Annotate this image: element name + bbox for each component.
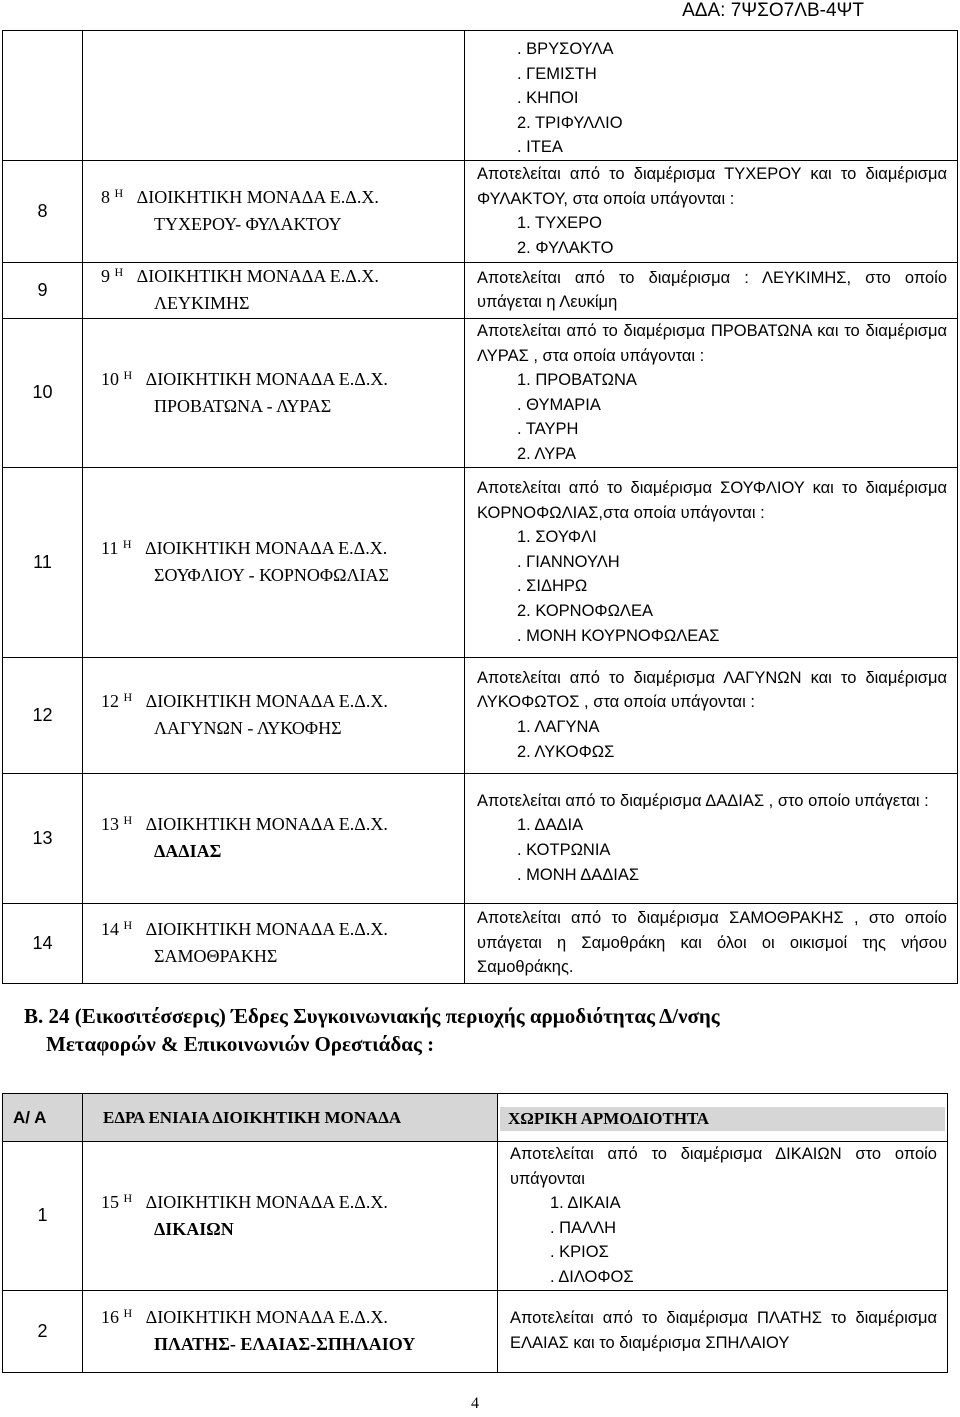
section-heading: Β. 24 (Εικοσιτέσσερις) Έδρες Συγκοινωνιακής περιοχής αρμοδιότητας Δ/νσης Μεταφορών & Επικοινωνιών Ορεστιάδας : [24, 1004, 720, 1056]
list-item: . ΜΟΝΗ ΔΑΔΙΑΣ [517, 865, 640, 884]
row-number: 10 [3, 318, 83, 467]
table-row [3, 467, 958, 657]
row-number: 12 [3, 657, 83, 773]
row-number: 9 [3, 262, 83, 318]
list-item: 1. ΔΙΚΑΙΑ [550, 1194, 621, 1213]
unit-description: Αποτελείται από το διαμέρισμα ΤΥΧΕΡΟΥ και το διαμέρισμα ΦΥΛΑΚΤΟΥ, στα οποία υπάγονται : 1. ΤΥΧΕΡΟ 2. ΦΥΛΑΚΤΟ [465, 160, 958, 262]
unit-description: Αποτελείται από το διαμέρισμα ΣΑΜΟΘΡΑΚΗΣ , στο οποίο υπάγεται η Σαμοθράκη και όλοι οι οικισμοί της νήσου Σαμοθράκης. [465, 903, 958, 983]
list-item: 1. ΛΑΓΥΝΑ [517, 718, 600, 737]
unit-name: 16 $^H$ ΔΙΟΙΚΗΤΙΚΗ ΜΟΝΑΔΑ Ε.Δ.Χ. ΠΛΑΤΗΣ- ΕΛΑΙΑΣ-ΣΠΗΛΑΙΟΥ [83, 1290, 498, 1372]
list-item: . ΓΕΜΙΣΤΗ [517, 64, 597, 83]
header-unit: ΕΔΡΑ ΕΝΙΑΙΑ ΔΙΟΙΚΗΤΙΚΗ ΜΟΝΑΔΑ [83, 1094, 498, 1142]
list-item: 1. ΔΑΔΙΑ [517, 816, 584, 835]
list-item: . ΠΑΛΛΗ [550, 1218, 617, 1237]
unit-description: Αποτελείται από το διαμέρισμα ΣΟΥΦΛΙΟΥ και το διαμέρισμα ΚΟΡΝΟΦΩΛΙΑΣ,στα οποία υπάγονται : 1. ΣΟΥΦΛΙ . ΓΙΑΝΝΟΥΛΗ . ΣΙΔΗΡΩ 2. ΚΟΡΝΟΦΩΛΕΑ . ΜΟΝΗ ΚΟΥΡΝΟΦΩΛΕΑΣ [465, 467, 958, 657]
row-number: 2 [3, 1290, 83, 1372]
table-row [3, 262, 958, 318]
table-row [3, 1290, 948, 1372]
unit-name: 15 $^H$ ΔΙΟΙΚΗΤΙΚΗ ΜΟΝΑΔΑ Ε.Δ.Χ. ΔΙΚΑΙΩΝ [83, 1142, 498, 1291]
page-number: 4 [471, 1395, 479, 1412]
row-number: 11 [3, 467, 83, 657]
unit-name: 12 $^H$ ΔΙΟΙΚΗΤΙΚΗ ΜΟΝΑΔΑ Ε.Δ.Χ. ΛΑΓΥΝΩΝ - ΛΥΚΟΦΗΣ [83, 657, 465, 773]
unit-name: 11 $^H$ ΔΙΟΙΚΗΤΙΚΗ ΜΟΝΑΔΑ Ε.Δ.Χ. ΣΟΥΦΛΙΟΥ - ΚΟΡΝΟΦΩΛΙΑΣ [83, 467, 465, 657]
list-item: . ΙΤΕΑ [517, 138, 563, 157]
ada-code: ΑΔΑ: 7ΨΣΟ7ΛΒ-4ΨΤ [682, 0, 864, 21]
unit-description: Αποτελείται από το διαμέρισμα ΠΡΟΒΑΤΩΝΑ και το διαμέρισμα ΛΥΡΑΣ , στα οποία υπάγονται : 1. ΠΡΟΒΑΤΩΝΑ . ΘΥΜΑΡΙΑ . ΤΑΥΡΗ 2. ΛΥΡΑ [465, 318, 958, 467]
list-item: 2. ΚΟΡΝΟΦΩΛΕΑ [517, 601, 653, 620]
list-item: . ΣΙΔΗΡΩ [517, 577, 588, 596]
list-item: . ΚΟΤΡΩΝΙΑ [517, 841, 611, 860]
list-item: . ΚΡΙΟΣ [550, 1243, 609, 1262]
unit-description: Αποτελείται από το διαμέρισμα ΔΑΔΙΑΣ , στο οποίο υπάγεται : 1. ΔΑΔΙΑ . ΚΟΤΡΩΝΙΑ . ΜΟΝΗ ΔΑΔΙΑΣ [465, 773, 958, 903]
list-item: 1. ΠΡΟΒΑΤΩΝΑ [517, 371, 637, 390]
unit-name: 9 $^H$ ΔΙΟΙΚΗΤΙΚΗ ΜΟΝΑΔΑ Ε.Δ.Χ. ΛΕΥΚΙΜΗΣ [83, 262, 465, 318]
list-item: . ΓΙΑΝΝΟΥΛΗ [517, 552, 620, 571]
list-item: . ΘΥΜΑΡΙΑ [517, 395, 601, 414]
table-units-continued [2, 30, 958, 984]
unit-description: Αποτελείται από το διαμέρισμα ΠΛΑΤΗΣ το διαμέρισμα ΕΛΑΙΑΣ και το διαμέρισμα ΣΠΗΛΑΙΟΥ [498, 1290, 948, 1372]
list-item: 1. ΣΟΥΦΛΙ [517, 528, 597, 547]
table-row-continuation [3, 31, 958, 161]
unit-name: 13 $^H$ ΔΙΟΙΚΗΤΙΚΗ ΜΟΝΑΔΑ Ε.Δ.Χ. ΔΑΔΙΑΣ [83, 773, 465, 903]
unit-name: 14 $^H$ ΔΙΟΙΚΗΤΙΚΗ ΜΟΝΑΔΑ Ε.Δ.Χ. ΣΑΜΟΘΡΑΚΗΣ [83, 903, 465, 983]
table-row [3, 657, 958, 773]
header-aa: Α/ Α [3, 1094, 83, 1142]
cell-empty-num [3, 31, 83, 161]
unit-description: Αποτελείται από το διαμέρισμα ΛΑΓΥΝΩΝ και το διαμέρισμα ΛΥΚΟΦΩΤΟΣ , στα οποία υπάγονται : 1. ΛΑΓΥΝΑ 2. ΛΥΚΟΦΩΣ [465, 657, 958, 773]
table-dimos-orestiadas [2, 1093, 948, 1373]
row-number: 8 [3, 160, 83, 262]
list-item: . ΚΗΠΟΙ [517, 89, 579, 108]
list-item: 2. ΛΥΚΟΦΩΣ [517, 742, 615, 761]
table-row [3, 318, 958, 467]
list-item: 2. ΛΥΡΑ [517, 444, 577, 463]
list-item: . ΒΡΥΣΟΥΛΑ [517, 40, 614, 58]
list-item: 1. ΤΥΧΕΡΟ [517, 214, 602, 233]
unit-name: 8 $^H$ ΔΙΟΙΚΗΤΙΚΗ ΜΟΝΑΔΑ Ε.Δ.Χ. ΤΥΧΕΡΟΥ- ΦΥΛΑΚΤΟΥ [83, 160, 465, 262]
unit-name: 10 $^H$ ΔΙΟΙΚΗΤΙΚΗ ΜΟΝΑΔΑ Ε.Δ.Χ. ΠΡΟΒΑΤΩΝΑ - ΛΥΡΑΣ [83, 318, 465, 467]
list-item: . ΤΑΥΡΗ [517, 420, 579, 439]
table-row [3, 160, 958, 262]
unit-description: Αποτελείται από το διαμέρισμα : ΛΕΥΚΙΜΗΣ, στο οποίο υπάγεται η Λευκίμη [465, 262, 958, 318]
list-item: 2. ΤΡΙΦΥΛΛΙΟ [517, 113, 623, 132]
cell-empty-unit [83, 31, 465, 161]
list-item: 2. ΦΥΛΑΚΤΟ [517, 239, 614, 258]
header-area: ΧΩΡΙΚΗ ΑΡΜΟΔΙΟΤΗΤΑ [498, 1094, 948, 1142]
list-item: . ΔΙΛΟΦΟΣ [550, 1267, 634, 1286]
continuation-list [465, 31, 958, 161]
table-row [3, 773, 958, 903]
table-header-row [3, 1094, 948, 1142]
row-number: 13 [3, 773, 83, 903]
row-number: 14 [3, 903, 83, 983]
list-item: . ΜΟΝΗ ΚΟΥΡΝΟΦΩΛΕΑΣ [517, 626, 720, 645]
unit-description: Αποτελείται από το διαμέρισμα ΔΙΚΑΙΩΝ στο οποίο υπάγονται 1. ΔΙΚΑΙΑ . ΠΑΛΛΗ . ΚΡΙΟΣ . ΔΙΛΟΦΟΣ [498, 1142, 948, 1291]
row-number: 1 [3, 1142, 83, 1291]
table-row [3, 1142, 948, 1291]
table-row [3, 903, 958, 983]
